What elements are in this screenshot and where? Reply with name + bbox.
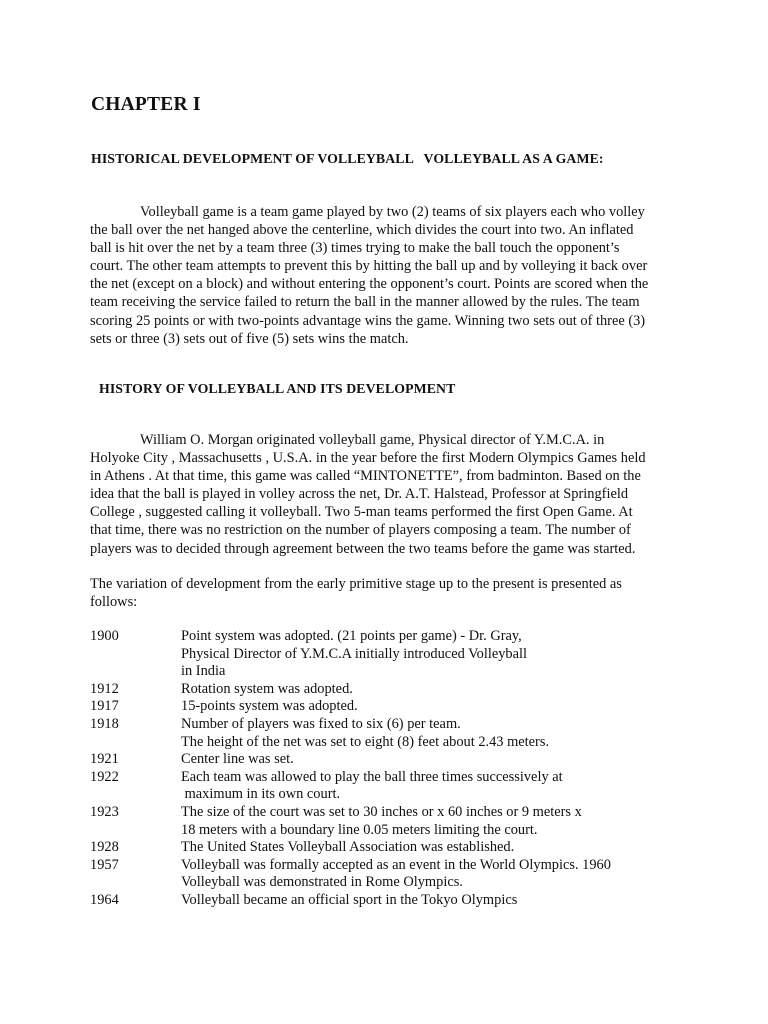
paragraph-line: team receiving the service failed to return the ball in the manner allowed by the rules. The team [90, 294, 640, 311]
timeline-year: 1923 [90, 803, 119, 820]
timeline-year: 1964 [90, 891, 119, 908]
timeline-row [90, 857, 690, 892]
timeline-row [90, 681, 690, 699]
timeline-event-line: 18 meters with a boundary line 0.05 meters limiting the court. [181, 821, 538, 838]
timeline-row [90, 839, 690, 857]
timeline-year: 1918 [90, 715, 119, 732]
paragraph-line: the net (except on a block) and without entering the opponent’s court. Points are scored when the [90, 276, 649, 293]
timeline-event [181, 751, 690, 769]
timeline-row [90, 751, 690, 769]
timeline-row [90, 628, 690, 681]
timeline-year: 1912 [90, 680, 119, 697]
timeline-event [181, 681, 690, 699]
paragraph-line: Volleyball game is a team game played by two (2) teams of six players each who volley [140, 204, 645, 220]
timeline-row [90, 892, 690, 910]
timeline-row [90, 804, 690, 839]
paragraph-line: scoring 25 points or with two-points advantage wins the game. Winning two sets out of three (3) [90, 312, 646, 329]
section-heading-history: HISTORY OF VOLLEYBALL AND ITS DEVELOPMENT [99, 381, 456, 396]
paragraph-history [90, 431, 680, 558]
paragraph-line: Holyoke City , Massachusetts , U.S.A. in the year before the first Modern Olympics Games held [90, 450, 646, 467]
timeline-event [181, 804, 690, 839]
paragraph-line: idea that the ball is played in volley across the net, Dr. A.T. Halstead, Professor at Springfield [90, 486, 629, 503]
paragraph-line: court. The other team attempts to prevent this by hitting the ball up and by volleying it back over [90, 258, 648, 275]
timeline-event [181, 839, 690, 857]
paragraph-line: sets or three (3) sets out of five (5) sets wins the match. [90, 330, 409, 347]
paragraph-variation-intro [90, 575, 680, 611]
timeline-event-line: The size of the court was set to 30 inches or x 60 inches or 9 meters x [181, 803, 582, 820]
timeline-event [181, 769, 690, 804]
timeline-event-line: in India [181, 663, 226, 680]
timeline-event-line: 15-points system was adopted. [181, 698, 358, 715]
paragraph-line: The variation of development from the early primitive stage up to the present is presented as [90, 576, 622, 592]
paragraph-line: ball is hit over the net by a team three (3) times trying to make the ball touch the opponent’s [90, 240, 620, 257]
timeline-event [181, 628, 690, 681]
paragraph-line: players was to decided through agreement between the two teams before the game was started. [90, 540, 636, 557]
paragraph-line: College , suggested calling it volleyball. Two 5-man teams performed the first Open Game. At [90, 504, 633, 521]
timeline-event-line: The United States Volleyball Association was established. [181, 839, 515, 856]
timeline-row [90, 716, 690, 751]
timeline-event-line: The height of the net was set to eight (8) feet about 2.43 meters. [181, 733, 550, 750]
timeline-year: 1917 [90, 698, 119, 715]
timeline-event [181, 698, 690, 716]
timeline-event-line: Volleyball became an official sport in the Tokyo Olympics [181, 891, 518, 908]
timeline-year: 1922 [90, 768, 119, 785]
timeline-event-line: Volleyball was demonstrated in Rome Olympics. [181, 874, 463, 891]
timeline-year: 1928 [90, 839, 119, 856]
timeline-event-line: Each team was allowed to play the ball three times successively at [181, 768, 563, 785]
timeline-row [90, 769, 690, 804]
timeline-event-line: Point system was adopted. (21 points per game) - Dr. Gray, [181, 628, 522, 644]
timeline-year: 1900 [90, 628, 119, 644]
paragraph-line: that time, there was no restriction on the number of players composing a team. The number of [90, 522, 631, 539]
timeline-event-line: Center line was set. [181, 751, 294, 768]
timeline-event [181, 892, 690, 910]
chapter-title: CHAPTER I [91, 94, 201, 115]
paragraph-volleyball-as-a-game [90, 203, 680, 348]
timeline-event-line: Physical Director of Y.M.C.A initially introduced Volleyball [181, 645, 528, 662]
paragraph-line: William O. Morgan originated volleyball game, Physical director of Y.M.C.A. in [140, 432, 605, 448]
timeline-event-line: Number of players was fixed to six (6) per team. [181, 715, 461, 732]
section-heading-historical-development: HISTORICAL DEVELOPMENT OF VOLLEYBALL VOLLEYBALL AS A GAME: [91, 151, 604, 166]
timeline-event-line: maximum in its own court. [181, 786, 341, 803]
paragraph-line: in Athens . At that time, this game was called “MINTONETTE”, from badminton. Based on the [90, 468, 641, 485]
timeline-year: 1921 [90, 751, 119, 768]
timeline-event-line: Rotation system was adopted. [181, 680, 353, 697]
timeline-year: 1957 [90, 856, 119, 873]
timeline-event-line: Volleyball was formally accepted as an event in the World Olympics. 1960 [181, 856, 611, 873]
paragraph-line: follows: [90, 594, 138, 611]
timeline-event [181, 716, 690, 751]
timeline-event [181, 857, 690, 892]
development-timeline [90, 628, 690, 910]
paragraph-line: the ball over the net hanged above the centerline, which divides the court into two. An inflated [90, 222, 634, 239]
timeline-row [90, 698, 690, 716]
